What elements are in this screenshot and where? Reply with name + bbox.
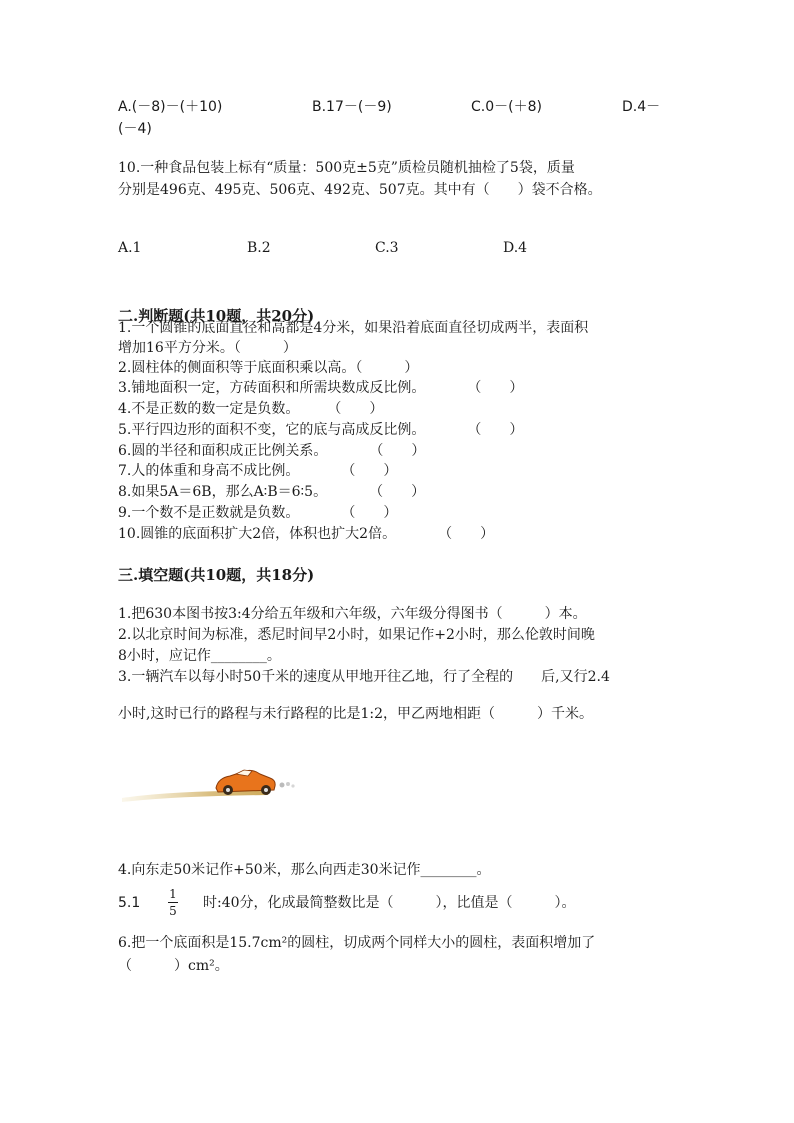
q10-line2: 分别是496克、495克、506克、492克、507克。其中有（ ）袋不合格。 [118,182,602,198]
q9-option-d: D.4－ [622,99,661,115]
q10-line1: 10.一种食品包装上标有“质量：500克±5克”质检员随机抽检了5袋，质量 [118,160,575,176]
q10-option-c: C.3 [375,240,399,256]
q10-option-a: A.1 [118,240,142,256]
q9-option-b: B.17－(－9) [312,99,392,115]
fraction-numerator: 1 [169,887,177,901]
s3-q2-line1: 2.以北京时间为标准，悉尼时间早2小时，如果记作+2小时，那么伦敦时间晚 [118,627,595,643]
s2-item-5: 5.平行四边形的面积不变，它的底与高成反比例。 （ ） [118,422,524,438]
s2-item-10: 10.圆锥的底面积扩大2倍，体积也扩大2倍。 （ ） [118,526,495,542]
s2-item-8: 8.如果5A＝6B，那么A∶B＝6∶5。 （ ） [118,484,426,500]
s2-item-9: 9.一个数不是正数就是负数。 （ ） [118,505,398,521]
s2-item-1a: 1.一个圆锥的底面直径和高都是4分米，如果沿着底面直径切成两半，表面积 [118,320,589,336]
fraction-denominator: 5 [169,904,177,918]
s3-q2-line2: 8小时，应记作________。 [118,648,281,664]
s2-item-7: 7.人的体重和身高不成比例。 （ ） [118,463,398,479]
s3-q1: 1.把630本图书按3:4分给五年级和六年级，六年级分得图书（ ）本。 [118,606,587,622]
s2-item-6: 6.圆的半径和面积成正比例关系。 （ ） [118,443,426,459]
s3-q5-fraction [166,887,180,918]
s3-q3-line1: 3.一辆汽车以每小时50千米的速度从甲地开往乙地，行了全程的 后,又行2.4 [118,669,610,685]
q10-option-d: D.4 [503,240,528,256]
s3-q5-prefix: 5.1 [118,895,141,911]
s3-q3-line2: 小时,这时已行的路程与未行路程的比是1:2，甲乙两地相距（ ）千米。 [118,706,593,722]
q9-option-d-cont: (－4) [118,121,152,137]
car-illustration [118,758,308,818]
s2-item-2: 2.圆柱体的侧面积等于底面积乘以高。（ ） [118,360,419,376]
q9-option-c: C.0－(＋8) [471,99,542,115]
fraction-bar [168,902,178,903]
s3-q5-suffix: 时:40分，化成最简整数比是（ ），比值是（ ）。 [203,895,576,911]
section3-title: 三.填空题(共10题，共18分) [118,566,315,584]
s2-item-3: 3.铺地面积一定，方砖面积和所需块数成反比例。 （ ） [118,380,524,396]
s3-q4: 4.向东走50米记作+50米，那么向西走30米记作________。 [118,862,491,878]
car-icon [118,758,308,818]
s2-item-1b: 增加16平方分米。（ ） [118,340,297,356]
q10-option-b: B.2 [247,240,271,256]
s2-item-4: 4.不是正数的数一定是负数。 （ ） [118,401,384,417]
s3-q6-line2: （ ）cm²。 [118,958,229,974]
section2-title: 二.判断题(共10题，共20分) [118,307,315,325]
q9-option-a: A.(－8)－(＋10) [118,99,223,115]
s3-q6-line1: 6.把一个底面积是15.7cm²的圆柱，切成两个同样大小的圆柱，表面积增加了 [118,935,596,951]
